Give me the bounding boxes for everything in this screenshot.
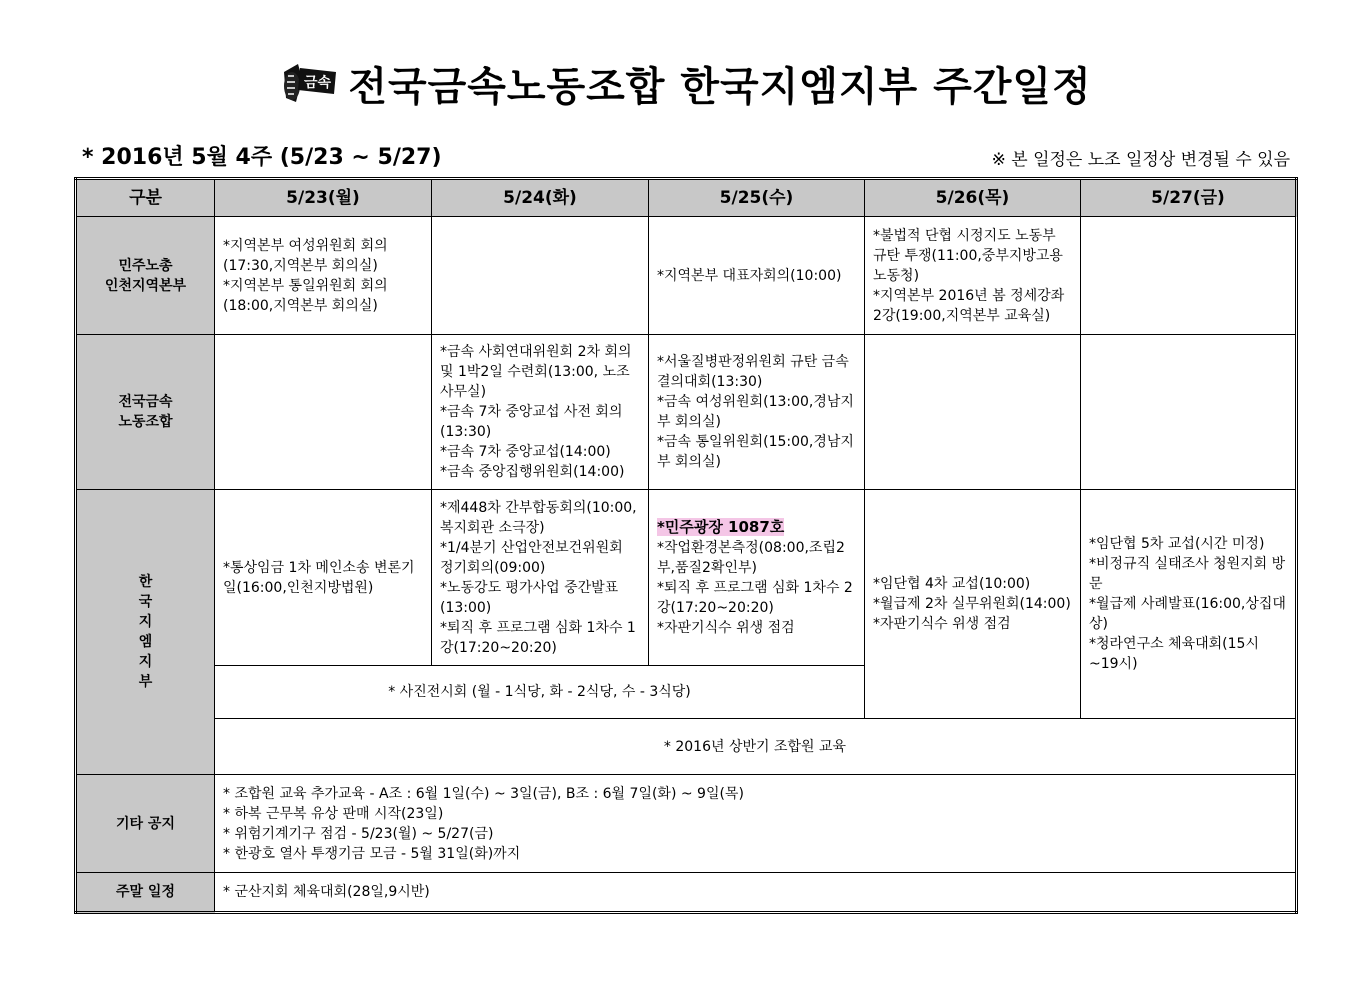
header-category: 구분 xyxy=(76,179,215,217)
row-minju xyxy=(76,217,1297,335)
svg-text:금속: 금속 xyxy=(304,74,332,91)
cell-minju-wed xyxy=(649,217,865,335)
cell-gm-photo: * 사진전시회 (월 - 1식당, 화 - 2식당, 수 - 3식당) xyxy=(215,666,865,719)
list-item: * 한광호 열사 투쟁기금 모금 - 5월 31일(화)까지 xyxy=(223,845,521,862)
list-item: *자판기식수 위생 점검 xyxy=(657,620,795,636)
list-item: *불법적 단협 시정지도 노동부 규탄 투쟁(11:00,중부지방고용노동청) xyxy=(873,227,1063,284)
cell-minju-thu xyxy=(865,217,1081,335)
cell-gm-wed xyxy=(649,490,865,666)
cell-gm-fri xyxy=(1081,490,1297,719)
row-gm xyxy=(76,490,1297,666)
list-item: *금속 사회연대위원회 2차 회의 및 1박2일 수련회(13:00, 노조 사무실) xyxy=(440,344,632,400)
cell-kmwu-tue xyxy=(432,335,649,490)
row-weekend xyxy=(76,873,1297,913)
list-item: * 군산지회 체육대회(28일,9시반) xyxy=(223,884,430,900)
list-item: *청라연구소 체육대회(15시~19시) xyxy=(1089,636,1259,672)
list-item: *지역본부 여성위원회 회의(17:30,지역본부 회의실) xyxy=(223,237,388,274)
cell-kmwu-mon xyxy=(215,335,432,490)
list-item: *퇴직 후 프로그램 심화 1차수 1강(17:20~20:20) xyxy=(440,619,636,656)
schedule-notice: ※ 본 일정은 노조 일정상 변경될 수 있음 xyxy=(991,150,1290,170)
cell-minju-mon xyxy=(215,217,432,335)
cell-kmwu-wed xyxy=(649,335,865,490)
weekly-schedule-table xyxy=(74,177,1298,914)
list-item: *노동강도 평가사업 중간발표(13:00) xyxy=(440,579,619,616)
cell-minju-tue xyxy=(432,217,649,335)
header-row xyxy=(76,179,1297,217)
list-item: *월급제 사례발표(16:00,상집대상) xyxy=(1089,596,1286,632)
row-label-weekend: 주말 일정 xyxy=(76,873,215,913)
list-item: *지역본부 대표자회의(10:00) xyxy=(657,267,842,284)
list-item: *금속 중앙집행위원회(14:00) xyxy=(440,464,625,480)
header-thu: 5/26(목) xyxy=(865,179,1081,217)
cell-gm-mon xyxy=(215,490,432,666)
row-label-kmwu: 전국금속 노동조합 xyxy=(76,335,215,490)
cell-etc xyxy=(215,775,1297,873)
list-item: *통상임금 1차 메인소송 변론기일(16:00,인천지방법원) xyxy=(223,559,415,596)
row-label-gm: 한 국 지 엠 지 부 xyxy=(76,490,215,775)
cell-minju-fri xyxy=(1081,217,1297,335)
cell-gm-thu xyxy=(865,490,1081,719)
row-gm-edu xyxy=(76,719,1297,775)
list-item: *작업환경본측정(08:00,조립2부,품질2확인부) xyxy=(657,540,845,576)
list-item: * 위험기계기구 점검 - 5/23(월) ~ 5/27(금) xyxy=(223,825,494,842)
list-item: *자판기식수 위생 점검 xyxy=(873,616,1011,632)
highlight-label: *민주광장 1087호 xyxy=(657,518,785,536)
cell-gm-edu: * 2016년 상반기 조합원 교육 xyxy=(215,719,1297,775)
list-item: *금속 여성위원회(13:00,경남지부 회의실) xyxy=(657,394,854,430)
header-mon: 5/23(월) xyxy=(215,179,432,217)
row-label-minju: 민주노총 인천지역본부 xyxy=(76,217,215,335)
list-item: *임단협 5차 교섭(시간 미정) xyxy=(1089,536,1265,552)
list-item: *제448차 간부합동회의(10:00, 복지회관 소극장) xyxy=(440,499,637,536)
list-item: *임단협 4차 교섭(10:00) xyxy=(873,576,1031,592)
row-etc xyxy=(76,775,1297,873)
list-item: *비정규직 실태조사 청원지회 방문 xyxy=(1089,556,1286,592)
header-tue: 5/24(화) xyxy=(432,179,649,217)
cell-kmwu-fri xyxy=(1081,335,1297,490)
list-item: *퇴직 후 프로그램 심화 1차수 2강(17:20~20:20) xyxy=(657,580,853,616)
cell-kmwu-thu xyxy=(865,335,1081,490)
row-label-etc: 기타 공지 xyxy=(76,775,215,873)
list-item: *서울질병판정위원회 규탄 금속 결의대회(13:30) xyxy=(657,354,849,390)
week-subtitle: * 2016년 5월 4주 (5/23 ~ 5/27) xyxy=(82,145,442,170)
list-item: *월급제 2차 실무위원회(14:00) xyxy=(873,596,1071,612)
title-area xyxy=(0,55,1370,125)
header-wed: 5/25(수) xyxy=(649,179,865,217)
page-title: 전국금속노동조합 한국지엠지부 주간일정 xyxy=(348,64,1092,110)
list-item: *1/4분기 산업안전보건위원회 정기회의(09:00) xyxy=(440,539,623,576)
list-item: *금속 7차 중앙교섭 사전 회의(13:30) xyxy=(440,404,623,440)
list-item: * 하복 근무복 유상 판매 시작(23일) xyxy=(223,805,444,822)
cell-weekend xyxy=(215,873,1297,913)
list-item: *지역본부 통일위원회 회의(18:00,지역본부 회의실) xyxy=(223,277,388,314)
row-kmwu xyxy=(76,335,1297,490)
list-item: *금속 통일위원회(15:00,경남지부 회의실) xyxy=(657,434,854,470)
header-fri: 5/27(금) xyxy=(1081,179,1297,217)
list-item: *지역본부 2016년 봄 정세강좌 2강(19:00,지역본부 교육실) xyxy=(873,287,1065,324)
list-item: *금속 7차 중앙교섭(14:00) xyxy=(440,444,611,460)
cell-gm-tue xyxy=(432,490,649,666)
union-fist-logo-icon xyxy=(278,58,340,110)
list-item: * 조합원 교육 추가교육 - A조 : 6월 1일(수) ~ 3일(금), B조 : 6월 7일(화) ~ 9일(목) xyxy=(223,785,744,802)
